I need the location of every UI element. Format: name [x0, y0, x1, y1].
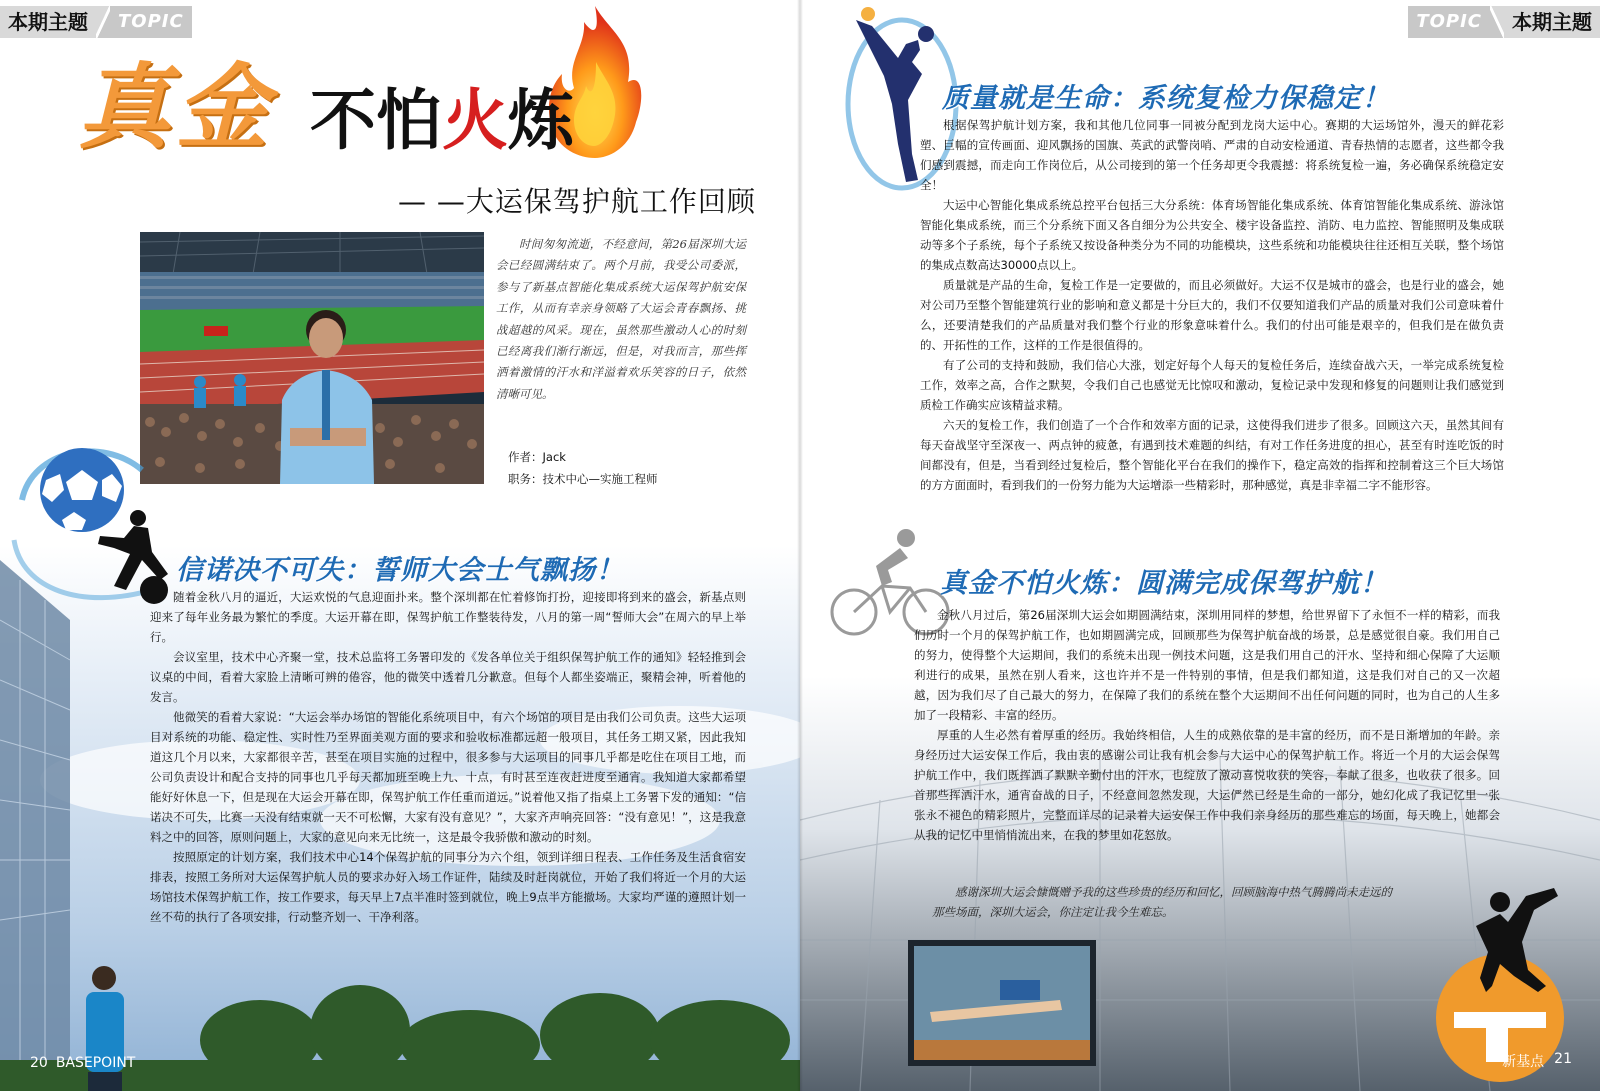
- section-heading-3: 真金不怕火炼：圆满完成保驾护航！: [940, 568, 1388, 599]
- paragraph: 会议室里，技术中心齐聚一堂，技术总监将工务署印发的《发各单位关于组织保驾护航工作的通知》轻轻推到会议桌的中间，看着大家脸上清晰可辨的倦容，他的微笑中透着几分歉意。但每个人都坐姿端正，聚精会神，听着他的发言。: [150, 650, 746, 704]
- paragraph: 根据保驾护航计划方案，我和其他几位同事一同被分配到龙岗大运中心。赛期的大运场馆外，漫天的鲜花彩塑、巨幅的宣传画面、迎风飘扬的国旗、英武的武警岗哨、严肃的自动安检通道、青春热情的志愿者，这些都令我们感到震撼，而走向工作岗位后，从公司接到的第一个任务却更令我震撼：将系统复检一遍，务必确保系统稳定安全！: [920, 118, 1504, 192]
- header-tab-zh: 本期主题: [0, 6, 96, 38]
- page-number-right: 21: [1554, 1051, 1572, 1067]
- paragraph: 金秋八月过后，第26届深圳大运会如期圆满结束，深圳用同样的梦想，给世界留下了永恒不一样的精彩，而我们历时一个月的保驾护航工作，也如期圆满完成，回顾那些为保驾护航奋战的场景，总是感觉很自豪。我们用自己的努力，使得整个大运期间，我们的系统未出现一例技术问题，这是我们用自己的汗水、坚持和细心保障了大运顺利进行的成果，虽然在别人看来，这也许并不是一件特别的事情，但是我们都知道，这是我们对自己的又一次超越，因为我们尽了自己最大的努力，在保障了我们的系统在整个大运期间不出任何问题的同时，也为自己的人生多加了一段精彩、丰富的经历。: [914, 608, 1500, 722]
- closing-note: 感谢深圳大运会慷慨赠予我的这些珍贵的经历和回忆，回顾脑海中热气腾腾尚未走远的那些场面，深圳大运会，你注定让我今生难忘。: [932, 885, 1392, 919]
- paragraph: 六天的复检工作，我们创造了一个合作和效率方面的记录，这使得我们进步了很多。回顾这六天，虽然其间有每天奋战坚守至深夜一、两点钟的疲惫，有遇到技术难题的纠结，有对工作任务进度的担心，甚至有时连吃饭的时间都没有，但是，当看到经过复检后，整个智能化平台在我们的操作下，稳定高效的指挥和控制着这三个巨大场馆的方方面面时，看到我们的一份努力能为大运增添一些精彩时，那种感觉，真是非幸福二字不能形容。: [920, 418, 1504, 492]
- author-name: 作者：Jack: [508, 450, 566, 464]
- spine-shadow: [797, 0, 803, 1091]
- paragraph: 大运中心智能化集成系统总控平台包括三大分系统：体育场智能化集成系统、体育馆智能化集成系统、游泳馆智能化集成系统，而三个分系统下面又各自细分为公共安全、楼宇设备监控、消防、电力监控、智能照明及集成联动等多个子系统，每个子系统又按设备种类分为不同的功能模块，这些系统和功能模块往往还相互关联，整个场馆的集成点数高达30000点以上。: [920, 198, 1504, 272]
- footer-right: [1502, 1051, 1572, 1071]
- paragraph: 质量就是产品的生命，复检工作是一定要做的，而且必须做好。大运不仅是城市的盛会，也是行业的盛会，她对公司乃至整个智能建筑行业的影响和意义都是十分巨大的，我们不仅要知道我们产品的质量对我们公司意味着什么，还要清楚我们的产品质量对我们整个行业的形象意味着什么。我们的付出可能是艰辛的，但我们是在做负责的、开拓性的工作，这样的工作是很值得的。: [920, 278, 1504, 352]
- section-body-1: [150, 587, 746, 927]
- title-fire-char: 火: [442, 82, 509, 159]
- page-number-left: 20: [30, 1055, 48, 1071]
- header-tab-left: [0, 6, 192, 38]
- title-gold-part: 真金: [78, 54, 275, 161]
- paragraph: 厚重的人生必然有着厚重的经历。我始终相信，人生的成熟依靠的是丰富的经历，而不是日渐增加的年龄。亲身经历过大运安保工作后，我由衷的感谢公司让我有机会参与大运中心的保驾护航工作。将近一个月的大运会保驾护航工作中，我们既挥洒了默默辛勤付出的汗水，也绽放了激动喜悦收获的笑容，奉献了很多，也收获了很多。回首那些挥洒汗水，通宵奋战的日子，不经意间忽然发现，大运俨然已经是生命的一部分，她幻化成了我记忆里一张张永不褪色的精彩照片，完整而详尽的记录着大运安保工作中我们亲身经历的那些难忘的场面，每天晚上，她都会从我的记忆中里悄悄流出来，在我的梦里如花怒放。: [914, 728, 1500, 842]
- footer-left: [30, 1055, 135, 1071]
- header-tab-zh-right: 本期主题: [1504, 6, 1600, 38]
- paragraph: 他微笑的看着大家说：“大运会举办场馆的智能化系统项目中，有六个场馆的项目是由我们公司负责。这些大运项目对系统的功能、稳定性、实时性乃至界面美观方面的要求和验收标准都远超一般项目，其任务工期又紧，因此我知道这几个月以来，大家都很辛苦，甚至在项目实施的过程中，很多参与大运项目的同事几乎都是吃住在项目工地，而公司负责设计和配合支持的同事也几乎每天都加班至晚上九、十点，有时甚至连夜赶进度至通宵。我知道大家都希望能好好休息一下，但是现在大运会开幕在即，保驾护航工作任重而道远。”说着他又指了指桌上工务署下发的通知：“信诺决不可失，比赛一天没有结束就一天不可松懈，大家有没有意见？”，大家齐声响亮回答：“没有意见！”，这是我意料之中的回答，原则问题上，大家的意见向来无比统一，这是最令我骄傲和激动的时刻。: [150, 710, 746, 844]
- paragraph: 按照原定的计划方案，我们技术中心14个保驾护航的同事分为六个组，领到详细日程表、工作任务及生活食宿安排表，按照工务所对大运保驾护航人员的要求办好入场工作证件，陆续及时赶岗就位，开始了我们将近一个月的大运场馆技术保驾护航工作，按工作要求，每天早上7点半准时签到就位，晚上9点半方能撤场。大家均严谨的遵照计划一丝不苟的执行了各项安排，行动整齐划一、干净利落。: [150, 850, 746, 924]
- author-info: [508, 446, 658, 490]
- header-tab-right: [1408, 6, 1600, 38]
- right-page: [800, 0, 1600, 1091]
- paragraph: 有了公司的支持和鼓励，我们信心大涨，划定好每个人每天的复检任务后，连续奋战六天，一举完成系统复检工作，效率之高，合作之默契，令我们自己也感觉无比惊叹和激动，复检记录中发现和修复的问题则让我们感觉到质检工作确实应该精益求精。: [920, 358, 1504, 412]
- section-heading-1: 信诺决不可失：誓师大会士气飘扬！: [176, 555, 624, 586]
- section-heading-2: 质量就是生命：系统复检力保稳定！: [942, 83, 1390, 114]
- section-body-2: [920, 115, 1504, 495]
- paragraph: 随着金秋八月的逼近，大运欢悦的气息迎面扑来。整个深圳都在忙着修饰打扮，迎接即将到来的盛会，新基点则迎来了每年业务最为繁忙的季度。大运开幕在即，保驾护航工作整装待发，八月的第一周“誓师大会”在周六的早上举行。: [150, 590, 746, 644]
- article-subtitle: — —大运保驾护航工作回顾: [398, 185, 756, 218]
- article-title: [78, 54, 575, 161]
- section-body-3: [914, 605, 1500, 845]
- title-black-part: 不怕火炼: [310, 82, 575, 159]
- brand-left: BASEPOINT: [55, 1055, 136, 1071]
- author-role: 职务：技术中心—实施工程师: [508, 472, 658, 486]
- header-tab-en-right: TOPIC: [1408, 6, 1490, 38]
- intro-paragraph: 时间匆匆流逝，不经意间，第26届深圳大运会已经圆满结束了。两个月前，我受公司委派，参与了新基点智能化集成系统大运保驾护航安保工作，从而有幸亲身领略了大运会青春飘扬、挑战超越的风采。现在，虽然那些激动人心的时刻已经离我们渐行渐远，但是，对我而言，那些挥洒着激情的汗水和洋溢着欢乐笑容的日子，依然清晰可见。: [496, 237, 746, 401]
- header-tab-en: TOPIC: [110, 6, 192, 38]
- brand-right: 新基点: [1502, 1054, 1545, 1070]
